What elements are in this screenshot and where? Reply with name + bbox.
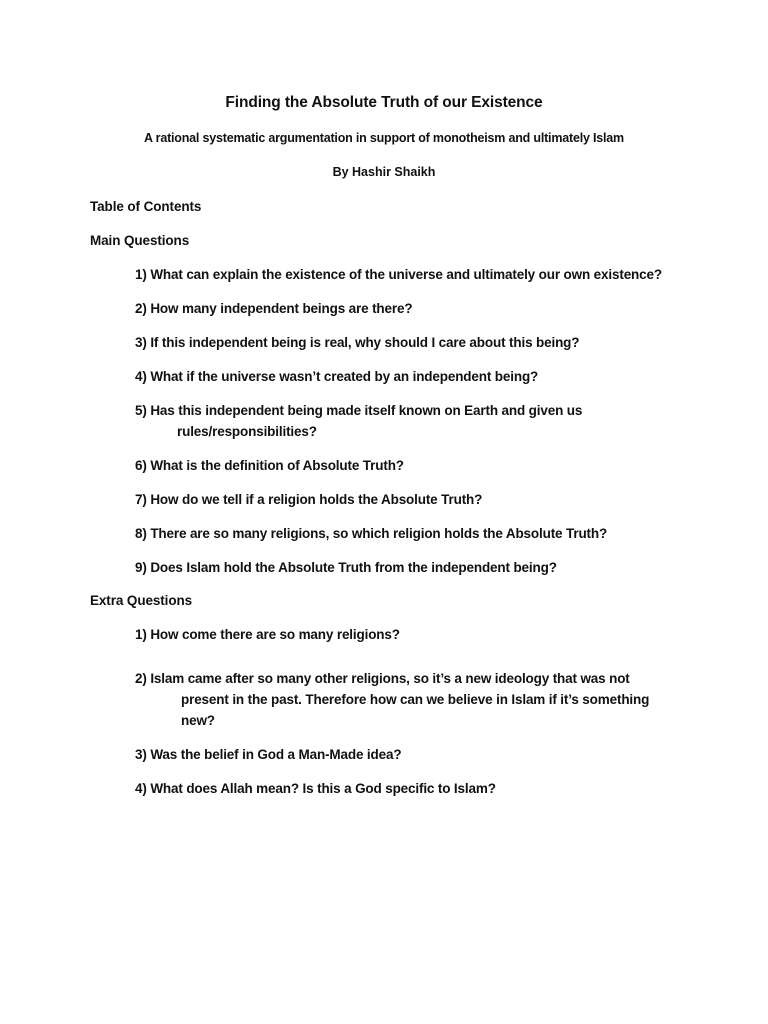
question-text: There are so many religions, so which religion holds the Absolute Truth? [150, 526, 608, 541]
question-number: 8) [135, 526, 147, 541]
extra-question-2 [135, 668, 695, 731]
document-subtitle: A rational systematic argumentation in support of monotheism and ultimately Islam [144, 131, 624, 145]
toc-heading: Table of Contents [90, 199, 202, 214]
question-number: 4) [135, 369, 147, 384]
main-question-7 [135, 489, 695, 510]
question-text: If this independent being is real, why should I care about this being? [150, 335, 580, 350]
extra-question-3 [135, 744, 695, 765]
question-number: 6) [135, 458, 147, 473]
question-number: 2) [135, 301, 147, 316]
main-question-5 [135, 400, 695, 442]
extra-question-4 [135, 778, 695, 799]
question-text: What can explain the existence of the universe and ultimately our own existence? [150, 267, 662, 282]
extra-questions-heading: Extra Questions [90, 593, 193, 608]
question-text: What does Allah mean? Is this a God specific to Islam? [150, 781, 496, 796]
document-author: By Hashir Shaikh [332, 165, 436, 179]
question-number: 9) [135, 560, 147, 575]
question-text: What is the definition of Absolute Truth? [150, 458, 404, 473]
question-number: 5) [135, 403, 147, 418]
question-number: 3) [135, 747, 147, 762]
main-question-2 [135, 298, 695, 319]
question-text: Has this independent being made itself known on Earth and given us [150, 403, 583, 418]
main-questions-heading: Main Questions [90, 233, 190, 248]
main-question-9 [135, 557, 695, 578]
question-number: 1) [135, 267, 147, 282]
main-question-4 [135, 366, 695, 387]
question-number: 4) [135, 781, 147, 796]
question-number: 2) [135, 671, 147, 686]
question-text: How many independent beings are there? [150, 301, 413, 316]
question-text: Does Islam hold the Absolute Truth from the independent being? [150, 560, 557, 575]
question-text: Islam came after so many other religions, so it’s a new ideology that was not [150, 671, 630, 686]
extra-question-1 [135, 624, 695, 645]
main-question-3 [135, 332, 695, 353]
question-text-continued: new? [181, 713, 215, 728]
main-question-1 [135, 264, 695, 285]
question-number: 1) [135, 627, 147, 642]
question-text: Was the belief in God a Man-Made idea? [150, 747, 402, 762]
main-question-8 [135, 523, 695, 544]
question-number: 7) [135, 492, 147, 507]
question-number: 3) [135, 335, 147, 350]
main-question-6 [135, 455, 695, 476]
question-text: What if the universe wasn’t created by an independent being? [150, 369, 539, 384]
question-text: How come there are so many religions? [150, 627, 400, 642]
question-text-continued: present in the past. Therefore how can we believe in Islam if it’s something [181, 692, 650, 707]
question-text: How do we tell if a religion holds the Absolute Truth? [150, 492, 483, 507]
document-title: Finding the Absolute Truth of our Existence [225, 94, 543, 111]
question-text-continued: rules/responsibilities? [177, 424, 317, 439]
